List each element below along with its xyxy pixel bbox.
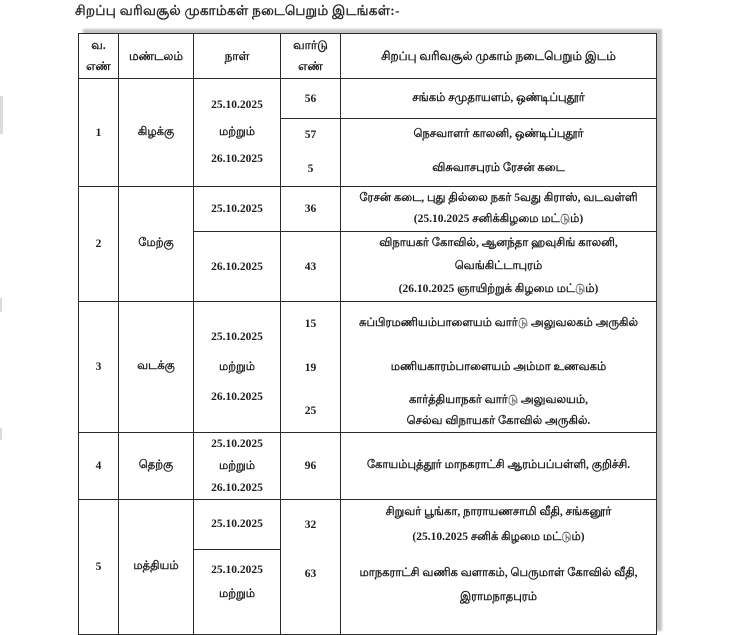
date-line: மற்றும் — [219, 459, 255, 472]
zone-cell: தெற்கு — [119, 432, 194, 499]
ward-cell: 56 — [281, 79, 341, 119]
scan-artifact — [0, 298, 2, 312]
date-cell — [194, 550, 281, 635]
place-line: செல்வ விநாயகர் கோவில் அருகில். — [406, 414, 591, 427]
serial-cell: 5 — [79, 499, 119, 635]
date-line: மற்றும் — [219, 360, 255, 373]
table-row — [79, 302, 657, 347]
place-line: விநாயகர் கோவில், ஆனந்தா ஹவுசிங் காலனி, — [379, 237, 618, 249]
place-cell — [341, 550, 657, 635]
place-cell — [341, 499, 657, 550]
table-row — [79, 187, 657, 232]
place-cell: விசுவாசபுரம் ரேசன் கடை — [341, 152, 657, 187]
zone-cell: கிழக்கு — [119, 79, 194, 187]
date-line: 26.10.2025 — [211, 481, 263, 494]
ward-cell: 57 — [281, 119, 341, 152]
header-ward-line1: வார்டு — [293, 38, 328, 52]
serial-cell: 4 — [79, 432, 119, 499]
place-cell: கோயம்புத்தூர் மாநகராட்சி ஆரம்பப்பள்ளி, குறிச்சி. — [341, 432, 657, 499]
ward-cell: 5 — [281, 152, 341, 187]
scan-artifact — [0, 96, 3, 134]
header-place: சிறப்பு வரிவசூல் முகாம் நடைபெறும் இடம் — [341, 34, 657, 79]
header-ward — [281, 34, 341, 79]
table-header-row — [79, 34, 657, 79]
header-date: நாள் — [194, 34, 281, 79]
place-line: (26.10.2025 ஞாயிற்றுக் கிழமை மட்டும்) — [398, 283, 599, 295]
place-line: இராமநாதபுரம் — [459, 590, 538, 603]
ward-cell: 43 — [281, 232, 341, 302]
zone-cell: வடக்கு — [119, 302, 194, 433]
date-line: மற்றும் — [219, 126, 255, 138]
camps-table-container — [78, 33, 657, 635]
place-line: (25.10.2025 சனிக் கிழமை மட்டும்) — [412, 530, 585, 543]
ward-cell: 15 — [281, 302, 341, 347]
header-serial — [79, 34, 119, 79]
ward-cell: 32 — [281, 499, 341, 550]
place-line: கார்த்தியாநகர் வார்டு அலுவலயம், — [408, 393, 589, 406]
date-cell — [194, 79, 281, 187]
place-cell: சங்கம் சமுதாயளம், ஒண்டிப்புதூர் — [341, 79, 657, 119]
ward-cell: 25 — [281, 390, 341, 433]
header-serial-line2: எண் — [86, 59, 111, 73]
place-line: மாநகராட்சி வணிக வளாகம், பெருமாள் கோவில் வீதி, — [359, 566, 638, 579]
serial-cell: 3 — [79, 302, 119, 433]
scan-artifact — [0, 428, 2, 440]
place-line: ரேசன் கடை, புது தில்லை நகர் 5வது கிராஸ், வடவள்ளி — [359, 192, 638, 204]
date-line: 25.10.2025 — [211, 330, 263, 343]
place-line: சிறுவர் பூங்கா, நாராயணசாமி வீதி, சங்கனூர் — [385, 505, 612, 518]
camps-table — [78, 33, 657, 635]
place-cell — [341, 187, 657, 232]
date-cell: 26.10.2025 — [194, 232, 281, 302]
place-line: (25.10.2025 சனிக்கிழமை மட்டும்) — [413, 213, 584, 225]
zone-cell: மேற்கு — [119, 187, 194, 302]
date-cell: 25.10.2025 — [194, 187, 281, 232]
ward-cell: 19 — [281, 347, 341, 390]
date-cell — [194, 302, 281, 433]
date-line: 26.10.2025 — [211, 390, 263, 403]
date-cell — [194, 432, 281, 499]
date-line: 25.10.2025 — [211, 99, 263, 111]
place-cell — [341, 390, 657, 433]
zone-cell: மத்தியம் — [119, 499, 194, 635]
ward-cell: 63 — [281, 550, 341, 635]
serial-cell: 1 — [79, 79, 119, 187]
date-line: 26.10.2025 — [211, 153, 263, 165]
header-serial-line1: வ. — [91, 38, 106, 52]
table-row — [79, 432, 657, 499]
header-zone: மண்டலம் — [119, 34, 194, 79]
place-cell: நெசவாளர் காலனி, ஒண்டிப்புதூர் — [341, 119, 657, 152]
table-row — [79, 79, 657, 119]
document-title: சிறப்பு வரிவசூல் முகாம்கள் நடைபெறும் இடங்கள்:- — [75, 3, 400, 18]
place-cell: மணியகாரம்பாளையம் அம்மா உணவகம் — [341, 347, 657, 390]
serial-cell: 2 — [79, 187, 119, 302]
date-line: மற்றும் — [219, 588, 255, 600]
date-line: 25.10.2025 — [211, 564, 263, 576]
place-cell — [341, 232, 657, 302]
date-cell: 25.10.2025 — [194, 499, 281, 550]
place-line: வெங்கிட்டாபுரம் — [454, 260, 543, 272]
date-line: 25.10.2025 — [211, 437, 263, 450]
place-cell: சுப்பிரமணியம்பாளையம் வார்டு அலுவலகம் அருகில் — [341, 302, 657, 347]
ward-cell: 96 — [281, 432, 341, 499]
ward-cell: 36 — [281, 187, 341, 232]
table-row — [79, 499, 657, 550]
header-ward-line2: எண் — [298, 59, 323, 73]
